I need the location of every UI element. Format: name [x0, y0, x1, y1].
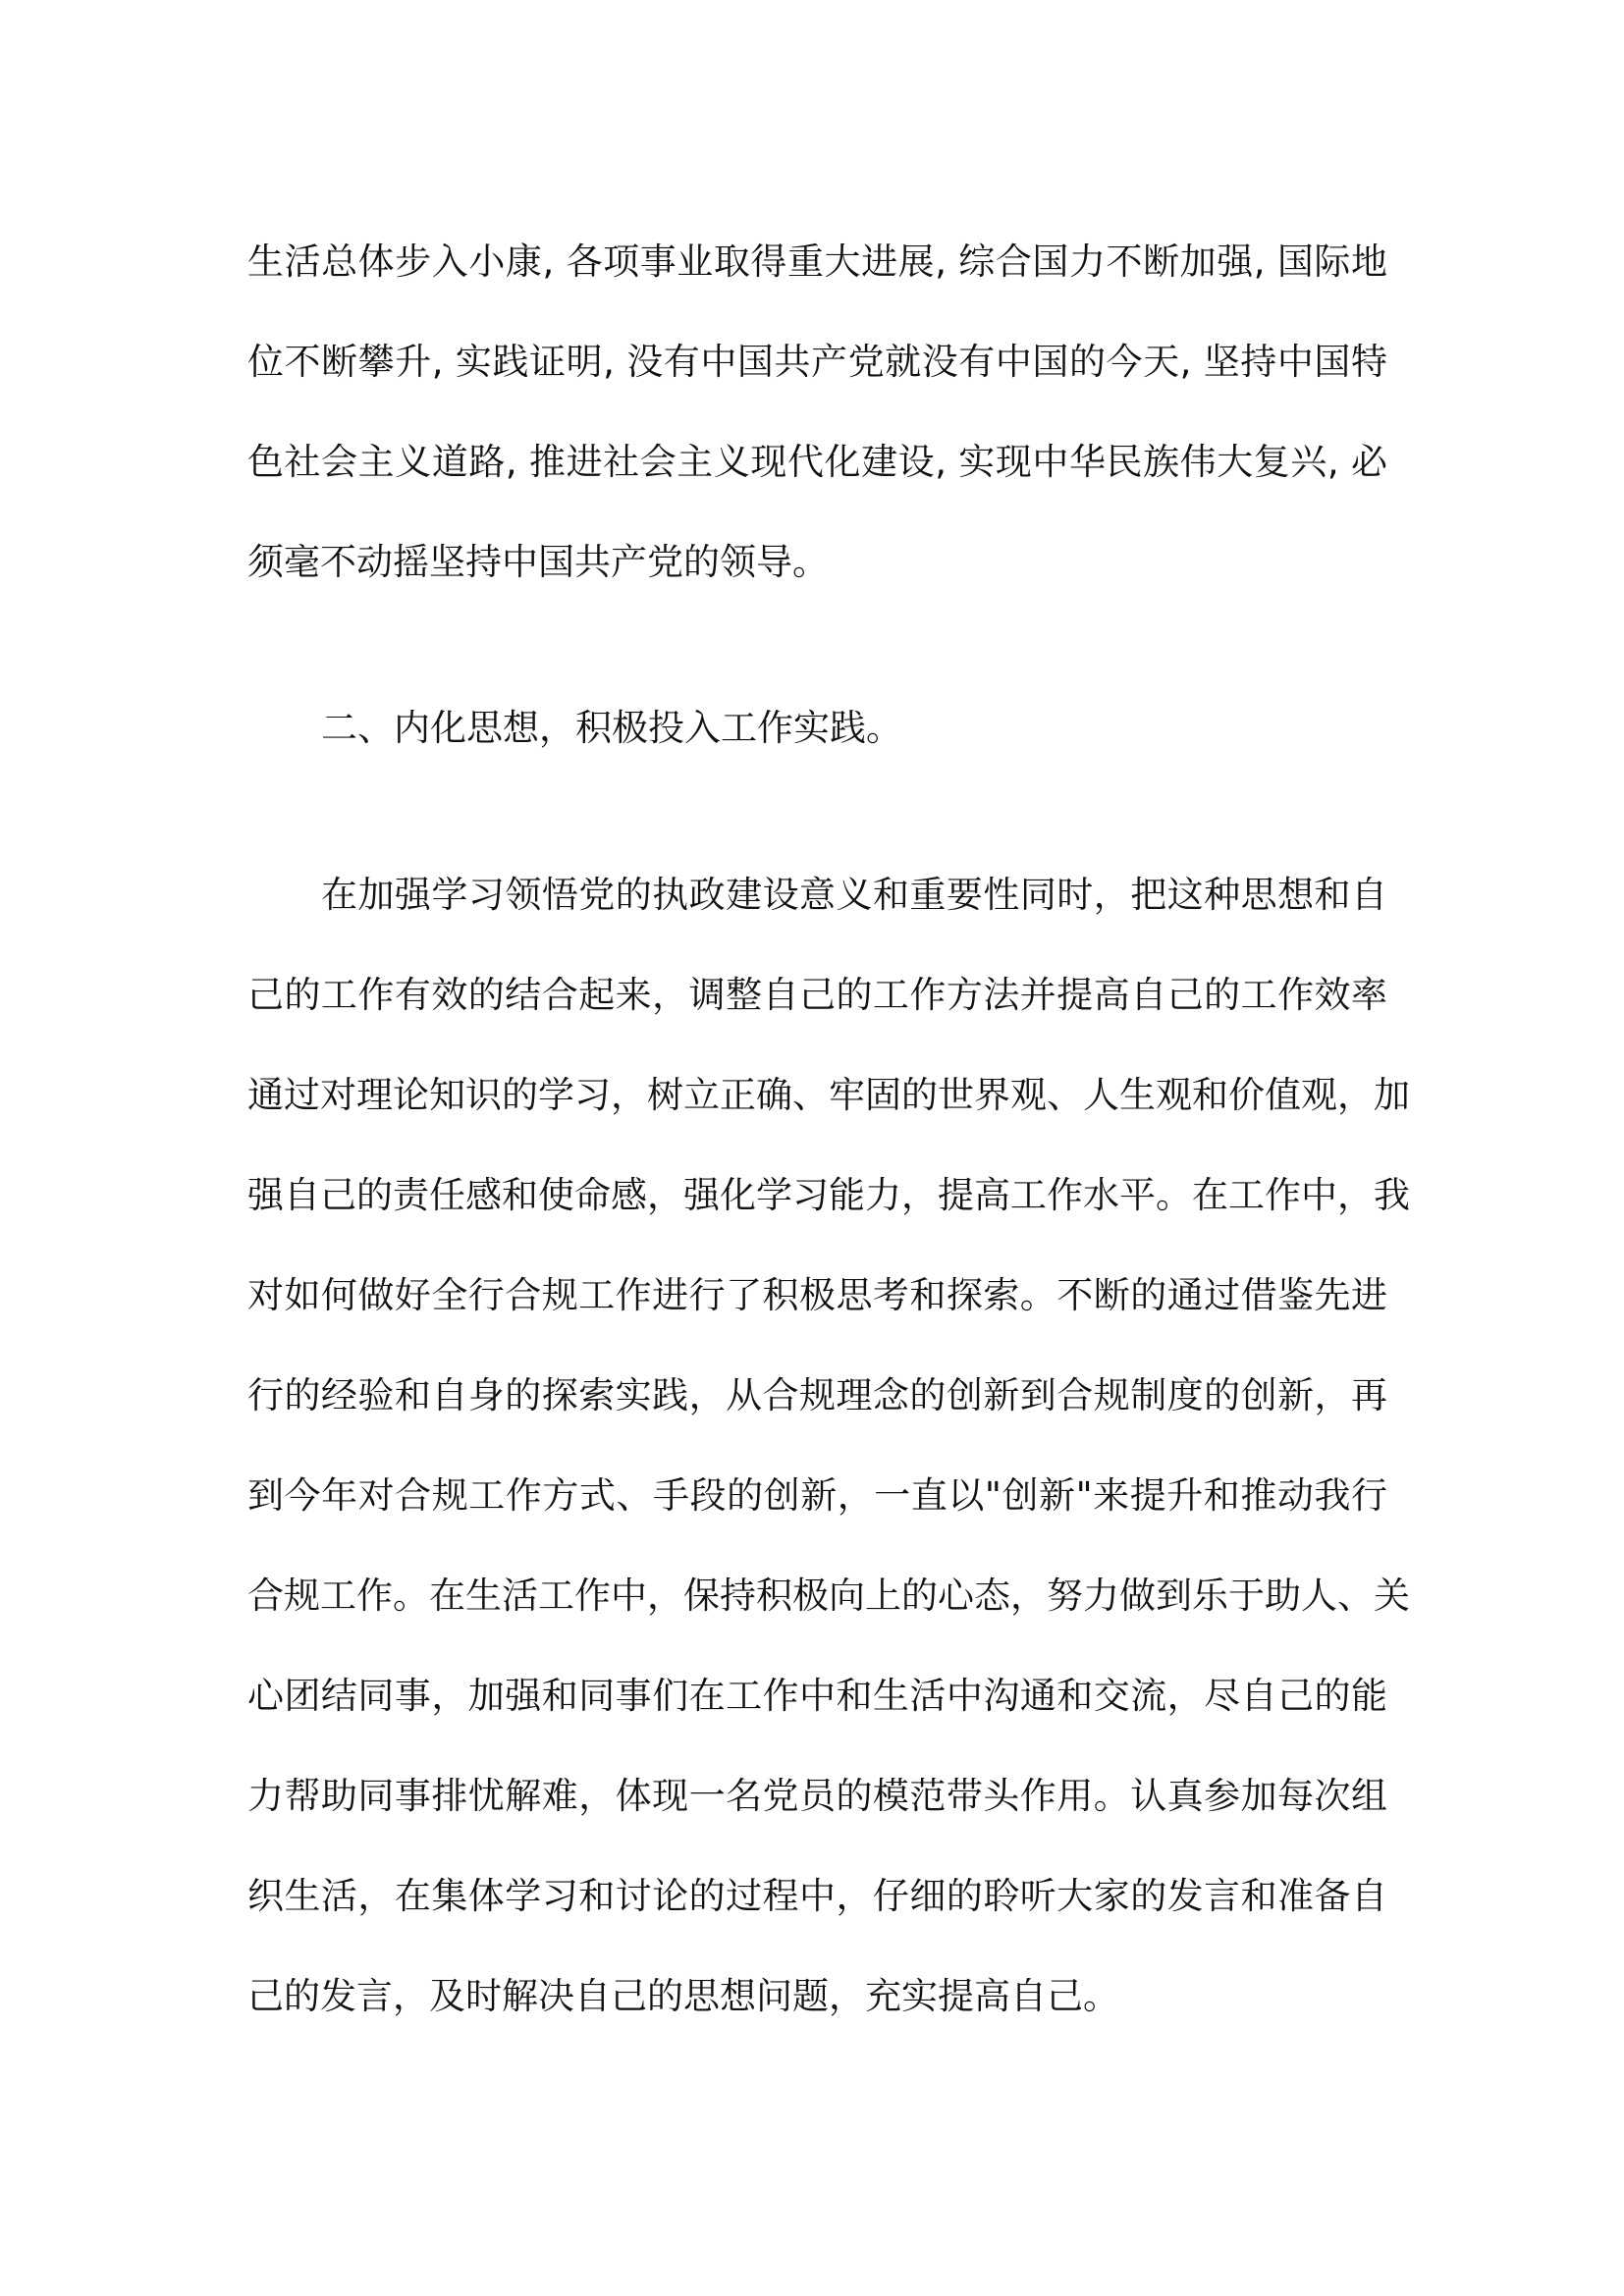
text-line: 己的工作有效的结合起来，调整自己的工作方法并提高自己的工作效率	[247, 974, 1387, 1016]
section-heading-block	[247, 678, 1387, 778]
text-line: 须毫不动摇坚持中国共产党的领导。	[247, 541, 829, 583]
text-line: 心团结同事，加强和同事们在工作中和生活中沟通和交流，尽自己的能	[247, 1675, 1387, 1717]
text-line: 到今年对合规工作方式、手段的创新，一直以"创新"来提升和推动我行	[247, 1474, 1387, 1517]
text-line: 通过对理论知识的学习，树立正确、牢固的世界观、人生观和价值观，加	[247, 1074, 1410, 1116]
text-line: 织生活，在集体学习和讨论的过程中，仔细的聆听大家的发言和准备自	[247, 1875, 1387, 1917]
text-line: 位不断攀升, 实践证明, 没有中国共产党就没有中国的今天, 坚持中国特	[247, 341, 1387, 383]
text-line: 己的发言，及时解决自己的思想问题，充实提高自己。	[247, 1975, 1119, 2017]
text-line: 对如何做好全行合规工作进行了积极思考和探索。不断的通过借鉴先进	[247, 1274, 1387, 1316]
paragraph-body	[247, 845, 1410, 2047]
text-line: 合规工作。在生活工作中，保持积极向上的心态，努力做到乐于助人、关	[247, 1575, 1410, 1617]
text-line: 生活总体步入小康, 各项事业取得重大进展, 综合国力不断加强, 国际地	[247, 240, 1387, 283]
text-line: 在加强学习领悟党的执政建设意义和重要性同时，把这种思想和自	[321, 874, 1387, 916]
text-line: 行的经验和自身的探索实践，从合规理念的创新到合规制度的创新，再	[247, 1374, 1387, 1416]
section-heading: 二、内化思想，积极投入工作实践。	[321, 707, 902, 749]
paragraph-continuation	[247, 212, 1387, 613]
text-line: 强自己的责任感和使命感，强化学习能力，提高工作水平。在工作中，我	[247, 1174, 1410, 1216]
text-line: 力帮助同事排忧解难，体现一名党员的模范带头作用。认真参加每次组	[247, 1775, 1387, 1817]
text-line: 色社会主义道路, 推进社会主义现代化建设, 实现中华民族伟大复兴, 必	[247, 441, 1387, 483]
